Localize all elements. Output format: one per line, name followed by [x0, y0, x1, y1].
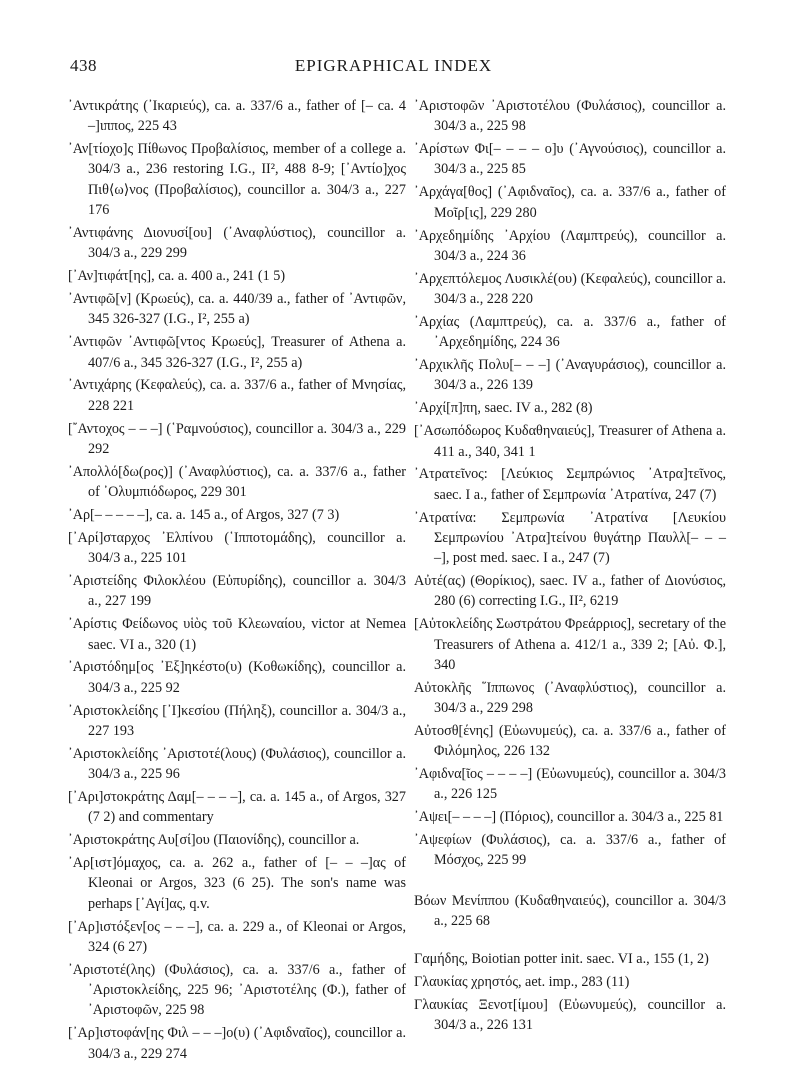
index-entry: ᾿Αριστοκλείδης ᾿Αριστοτέ(λους) (Φυλάσιος), councillor a. 304/3 a., 225 96 — [68, 745, 406, 783]
index-entry: ᾿Αντιφάνης Διονυσί[ου] (᾿Αναφλύστιος), councillor a. 304/3 a., 229 299 — [68, 224, 406, 262]
index-entry: ᾿Αρίστις Φείδωνος υἱὸς τοῦ Κλεωναίου, victor at Nemea saec. VI a., 320 (1) — [68, 616, 406, 653]
index-entry: ᾿Αν[τίοχο]ς Πίθωνος Προβαλίσιος, member of a college a. 304/3 a., 236 restoring I.G., II², 488 8-9; [᾿Αντίο]χος Πιθ⟨ω⟩νος (Προβαλίσιος), councillor a. 304/3 a., 227 176 — [68, 141, 406, 219]
index-entry: ᾿Ατρατίνα: Σεμπρωνία ᾿Ατρατίνα [Λευκίου Σεμπρωνίου ᾿Ατρα]τείνου θυγάτηρ Παυλλ[– – – –], post med. saec. I a., 247 (7) — [414, 509, 726, 567]
index-entry: ᾿Αρχεπτόλεμος Λυσικλέ(ου) (Κεφαλεύς), councillor a. 304/3 a., 228 220 — [414, 270, 726, 308]
index-entry: Γλαυκίας χρηστός, aet. imp., 283 (11) — [414, 974, 630, 991]
index-entry: ᾿Αντικράτης (᾿Ικαριεύς), ca. a. 337/6 a., father of [– ca. 4 –]ιππος, 225 43 — [68, 98, 406, 135]
index-entry: ᾿Αψει[– – – –] (Πόριος), councillor a. 304/3 a., 225 81 — [414, 809, 724, 826]
index-entry: ᾿Αρίστων Φι[– – – – ο]υ (᾿Αγνούσιος), councillor a. 304/3 a., 225 85 — [414, 141, 726, 178]
index-entry: ᾿Αρχάγα[θος] (᾿Αφιδναῖος), ca. a. 337/6 a., father of Μοῖρ[ις], 229 280 — [414, 184, 726, 221]
left-column — [68, 96, 406, 1066]
index-entry: [᾿Αν]τιφάτ[ης], ca. a. 400 a., 241 (1 5) — [68, 268, 286, 285]
index-entry: [᾿Ασωπόδωρος Κυδαθηναιεύς], Treasurer of Athena a. 411 a., 340, 341 1 — [414, 423, 726, 460]
index-entry: ᾿Αρ[– – – – –], ca. a. 145 a., of Argos, 327 (7 3) — [68, 506, 340, 523]
index-entry: ᾿Αριστόδημ[ος ᾿Εξ]ηκέστο(υ) (Κοθωκίδης), councillor a. 304/3 a., 225 92 — [68, 659, 406, 696]
index-entry: ᾿Αντιφῶ[ν] (Κρωεύς), ca. a. 440/39 a., father of ᾿Αντιφῶν, 345 326-327 (I.G., I², 255 a) — [68, 291, 406, 328]
index-entry: ᾿Αριστοτέ(λης) (Φυλάσιος), ca. a. 337/6 a., father of ᾿Αριστοκλείδης, 225 96; ᾿Αριστοτέλης (Φ.), father of ᾿Αριστοφῶν, 225 98 — [68, 961, 406, 1019]
index-entry: Αὐτέ(ας) (Θορίκιος), saec. IV a., father of Διονύσιος, 280 (6) correcting I.G., II², 6219 — [414, 573, 726, 610]
index-entry: ᾿Αψεφίων (Φυλάσιος), ca. a. 337/6 a., father of Μόσχος, 225 99 — [414, 832, 726, 869]
index-entry: ᾿Αριστοφῶν ᾿Αριστοτέλου (Φυλάσιος), councillor a. 304/3 a., 225 98 — [414, 98, 726, 135]
index-entry: Γλαυκίας Ξενοτ[ίμου] (Εὐωνυμεύς), councillor a. 304/3 a., 226 131 — [414, 997, 726, 1034]
index-entry: Βόων Μενίππου (Κυδαθηναιεύς), councillor a. 304/3 a., 225 68 — [414, 892, 726, 930]
index-entry: ᾿Αριστοκράτης Αυ[σί]ου (Παιονίδης), councillor a. — [68, 832, 360, 849]
index-entry: [᾿Αρί]σταρχος ᾿Ελπίνου (῾Ιπποτομάδης), councillor a. 304/3 a., 225 101 — [68, 529, 406, 567]
index-entry: Αὐτοκλῆς ῞Ιππωνος (᾿Αναφλύστιος), councillor a. 304/3 a., 229 298 — [414, 679, 726, 717]
index-entry: [Αὐτοκλείδης Σωστράτου Φρεάρριος], secretary of the Treasurers of Athena a. 412/1 a., 339 2; [Αὐ. Φ.], 340 — [414, 616, 726, 673]
page-number: 438 — [70, 56, 97, 75]
running-title: EPIGRAPHICAL INDEX — [294, 56, 493, 75]
right-column — [414, 96, 726, 1038]
index-entry: Αὐτοσθ[ένης] (Εὐωνυμεύς), ca. a. 337/6 a., father of Φιλόμηλος, 226 132 — [414, 722, 726, 760]
index-entry: Γαμήδης, Boiotian potter init. saec. VI a., 155 (1, 2) — [414, 951, 709, 968]
index-entry: ᾿Αντιφῶν ᾿Αντιφῶ[ντος Κρωεύς], Treasurer of Athena a. 407/6 a., 345 326-327 (I.G., I², 255 a) — [68, 334, 406, 371]
index-entry: ᾿Απολλό[δω(ρος)] (᾿Αναφλύστιος), ca. a. 337/6 a., father of ᾿Ολυμπιόδωρος, 229 301 — [68, 463, 406, 501]
index-entry: [᾿Αρ]ιστόξεν[ος – – –], ca. a. 229 a., of Kleonai or Argos, 324 (6 27) — [68, 918, 406, 955]
index-entry: ᾿Αρ[ιστ]όμαχος, ca. a. 262 a., father of [– – –]ας of Kleonai or Argos, 323 (6 25). The son's name was perhaps [᾿Αγί]ας, q.v. — [68, 855, 406, 912]
index-entry: ᾿Αφιδνα[ῖος – – – –] (Εὐωνυμεύς), councillor a. 304/3 a., 226 125 — [414, 766, 726, 803]
index-entry: [᾿Αρ]ιστοφάν[ης Φιλ – – –]ο(υ) (᾿Αφιδναῖος), councillor a. 304/3 a., 229 274 — [68, 1025, 406, 1062]
index-entry: ᾿Αρχί[π]πη, saec. IV a., 282 (8) — [414, 400, 593, 417]
index-entry: ᾿Αρχικλῆς Πολυ[– – –] (᾿Αναγυράσιος), councillor a. 304/3 a., 226 139 — [414, 357, 726, 394]
index-entry: ᾿Αριστείδης Φιλοκλέου (Εὐπυρίδης), councillor a. 304/3 a., 227 199 — [68, 573, 406, 610]
index-entry: [῎Αντοχος – – –] (῾Ραμνούσιος), councillor a. 304/3 a., 229 292 — [68, 420, 406, 457]
index-entry: [᾿Αρι]στοκράτης Δαμ[– – – –], ca. a. 145 a., of Argos, 327 (7 2) and commentary — [68, 789, 406, 826]
index-entry: ᾿Αρχεδημίδης ᾿Αρχίου (Λαμπτρεύς), councillor a. 304/3 a., 224 36 — [414, 227, 726, 264]
index-entry: ᾿Αριστοκλείδης [᾿Ι]κεσίου (Πήληξ), councillor a. 304/3 a., 227 193 — [68, 702, 406, 739]
index-entry: ᾿Αρχίας (Λαμπτρεύς), ca. a. 337/6 a., father of ᾿Αρχεδημίδης, 224 36 — [414, 313, 726, 351]
index-entry: ᾿Αντιχάρης (Κεφαλεύς), ca. a. 337/6 a., father of Μνησίας, 228 221 — [68, 377, 406, 414]
page-header — [66, 54, 721, 84]
index-entry: ᾿Ατρατεῖνος: [Λεύκιος Σεμπρώνιος ᾿Ατρα]τεῖνος, saec. I a., father of Σεμπρωνία ᾿Ατρατίνα, 247 (7) — [414, 466, 726, 503]
